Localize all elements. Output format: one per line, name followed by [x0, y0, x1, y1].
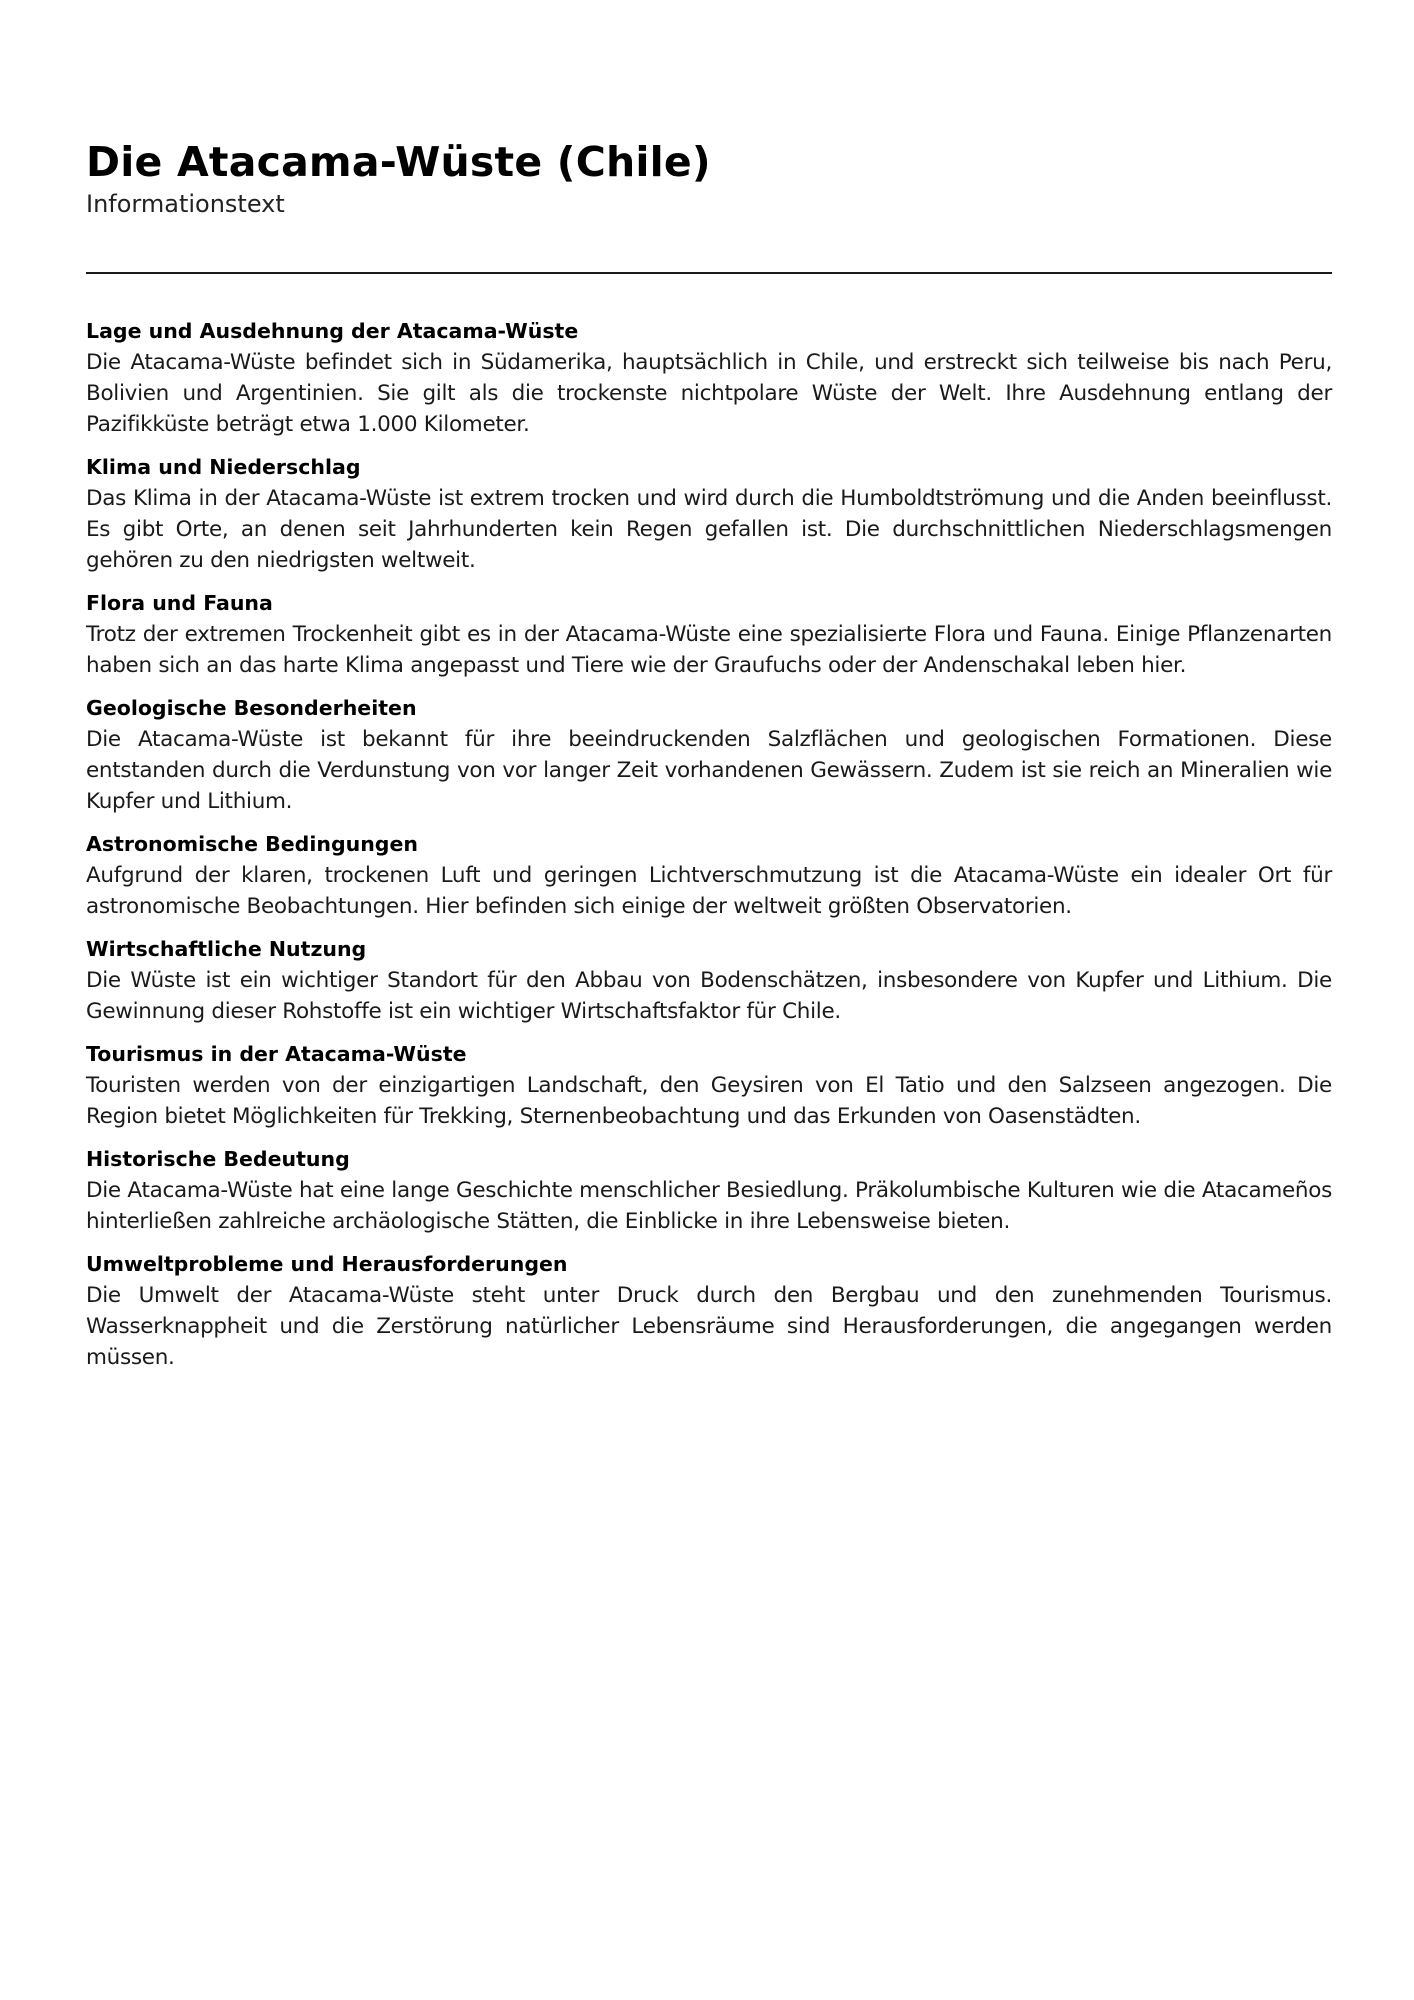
section-heading: Umweltprobleme und Herausforderungen [86, 1252, 568, 1276]
document-subtitle: Informationstext [86, 190, 285, 218]
document-title: Die Atacama-Wüste (Chile) [86, 138, 711, 186]
section-umwelt [86, 1249, 1332, 1373]
section-body: Das Klima in der Atacama-Wüste ist extrem trocken und wird durch die Humboldtströmung und die Anden beeinflusst. Es gibt Orte, an denen seit Jahrhunderten kein Regen gefallen ist. Die durchschnittlichen Niederschlagsmengen gehören zu den niedrigsten weltweit. [86, 486, 1332, 573]
section-body: Die Atacama-Wüste ist bekannt für ihre beeindruckenden Salzflächen und geologischen Formationen. Diese entstanden durch die Verdunstung von vor langer Zeit vorhandenen Gewässern. Zudem ist sie reich an Mineralien wie Kupfer und Lithium. [86, 727, 1332, 814]
section-heading: Tourismus in der Atacama-Wüste [86, 1042, 467, 1066]
section-heading: Astronomische Bedingungen [86, 832, 418, 856]
section-astronomie [86, 829, 1332, 922]
section-wirtschaft [86, 934, 1332, 1027]
section-flora-fauna [86, 588, 1332, 681]
section-body: Touristen werden von der einzigartigen Landschaft, den Geysiren von El Tatio und den Salzseen angezogen. Die Region bietet Möglichkeiten für Trekking, Sternenbeobachtung und das Erkunden von Oasenstädten. [86, 1073, 1332, 1129]
section-geologie [86, 693, 1332, 817]
section-body: Die Wüste ist ein wichtiger Standort für den Abbau von Bodenschätzen, insbesondere von Kupfer und Lithium. Die Gewinnung dieser Rohstoffe ist ein wichtiger Wirtschaftsfaktor für Chile. [86, 968, 1332, 1024]
section-body: Die Atacama-Wüste hat eine lange Geschichte menschlicher Besiedlung. Präkolumbische Kulturen wie die Atacameños hinterließen zahlreiche archäologische Stätten, die Einblicke in ihre Lebensweise bieten. [86, 1178, 1332, 1234]
section-body: Trotz der extremen Trockenheit gibt es in der Atacama-Wüste eine spezialisierte Flora und Fauna. Einige Pflanzenarten haben sich an das harte Klima angepasst und Tiere wie der Graufuchs oder der Andenschakal leben hier. [86, 622, 1332, 678]
section-heading: Wirtschaftliche Nutzung [86, 937, 367, 961]
title-divider [86, 272, 1332, 274]
section-body: Die Atacama-Wüste befindet sich in Südamerika, hauptsächlich in Chile, und erstreckt sich teilweise bis nach Peru, Bolivien und Argentinien. Sie gilt als die trockenste nichtpolare Wüste der Welt. Ihre Ausdehnung entlang der Pazifikküste beträgt etwa 1.000 Kilometer. [86, 350, 1332, 437]
section-geschichte [86, 1144, 1332, 1237]
document-content [86, 316, 1332, 1373]
section-heading: Historische Bedeutung [86, 1147, 350, 1171]
section-heading: Flora und Fauna [86, 591, 273, 615]
section-lage [86, 316, 1332, 440]
section-klima [86, 452, 1332, 576]
section-body: Die Umwelt der Atacama-Wüste steht unter Druck durch den Bergbau und den zunehmenden Tourismus. Wasserknappheit und die Zerstörung natürlicher Lebensräume sind Herausforderungen, die angegangen werden müssen. [86, 1283, 1332, 1370]
section-tourismus [86, 1039, 1332, 1132]
document-page [86, 136, 1332, 1385]
section-heading: Geologische Besonderheiten [86, 696, 417, 720]
section-heading: Lage und Ausdehnung der Atacama-Wüste [86, 319, 579, 343]
section-body: Aufgrund der klaren, trockenen Luft und geringen Lichtverschmutzung ist die Atacama-Wüste ein idealer Ort für astronomische Beobachtungen. Hier befinden sich einige der weltweit größten Observatorien. [86, 863, 1332, 919]
section-heading: Klima und Niederschlag [86, 455, 361, 479]
